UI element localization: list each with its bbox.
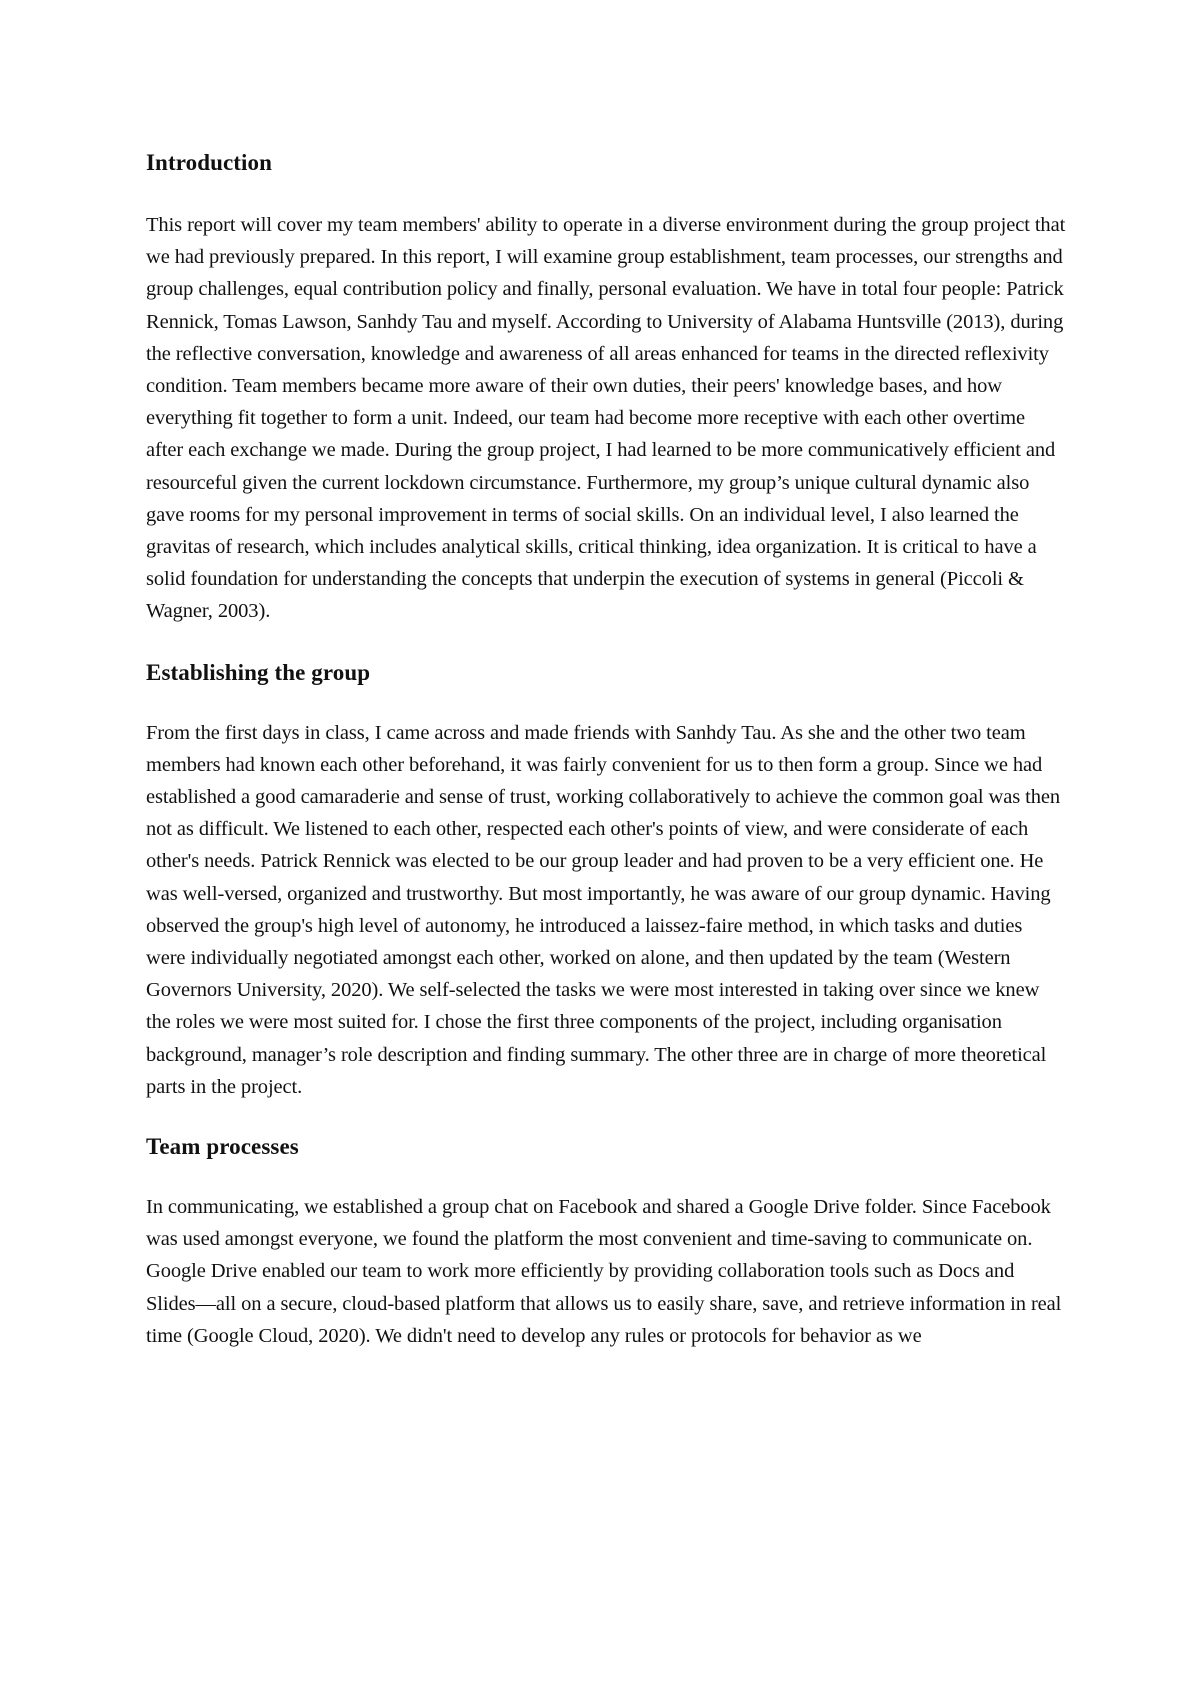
- section-paragraph-establishing-the-group: From the first days in class, I came across and made friends with Sanhdy Tau. As she and the other two team members had known each other beforehand, it was fairly convenient for us to then form a group. Since we had established a good camaraderie and sense of trust, working collaboratively to achieve the common goal was then not as difficult. We listened to each other, respected each other's points of view, and were considerate of each other's needs. Patrick Rennick was elected to be our group leader and had proven to be a very efficient one. He was well-versed, organized and trustworthy. But most importantly, he was aware of our group dynamic. Having observed the group's high level of autonomy, he introduced a laissez-faire method, in which tasks and duties were individually negotiated amongst each other, worked on alone, and then updated by the team (Western Governors University, 2020). We self-selected the tasks we were most interested in taking over since we knew the roles we were most suited for. I chose the first three components of the project, including organisation background, manager’s role description and finding summary. The other three are in charge of more theoretical parts in the project.: [146, 721, 1061, 1098]
- section-heading-team-processes: Team processes: [146, 1134, 299, 1160]
- document-body: [146, 146, 1066, 1352]
- section-heading-introduction: Introduction: [146, 150, 273, 175]
- section-paragraph-introduction: This report will cover my team members' ability to operate in a diverse environment during the group project that we had previously prepared. In this report, I will examine group establishment, team processes, our strengths and group challenges, equal contribution policy and finally, personal evaluation. We have in total four people: Patrick Rennick, Tomas Lawson, Sanhdy Tau and myself. According to University of Alabama Huntsville (2013), during the reflective conversation, knowledge and awareness of all areas enhanced for teams in the directed reflexivity condition. Team members became more aware of their own duties, their peers' knowledge bases, and how everything fit together to form a unit. Indeed, our team had become more receptive with each other overtime after each exchange we made. During the group project, I had learned to be more communicatively efficient and resourceful given the current lockdown circumstance. Furthermore, my group’s unique cultural dynamic also gave rooms for my personal improvement in terms of social skills. On an individual level, I also learned the gravitas of research, which includes analytical skills, critical thinking, idea organization. It is critical to have a solid foundation for understanding the concepts that underpin the execution of systems in general (Piccoli & Wagner, 2003).: [146, 214, 1066, 623]
- section-heading-establishing-the-group: Establishing the group: [146, 659, 371, 685]
- section-paragraph-team-processes: In communicating, we established a group chat on Facebook and shared a Google Drive folder. Since Facebook was used amongst everyone, we found the platform the most convenient and time-saving to communicate on. Google Drive enabled our team to work more efficiently by providing collaboration tools such as Docs and Slides—all on a secure, cloud-based platform that allows us to easily share, save, and retrieve information in real time (Google Cloud, 2020). We didn't need to develop any rules or protocols for behavior as we: [146, 1196, 1062, 1347]
